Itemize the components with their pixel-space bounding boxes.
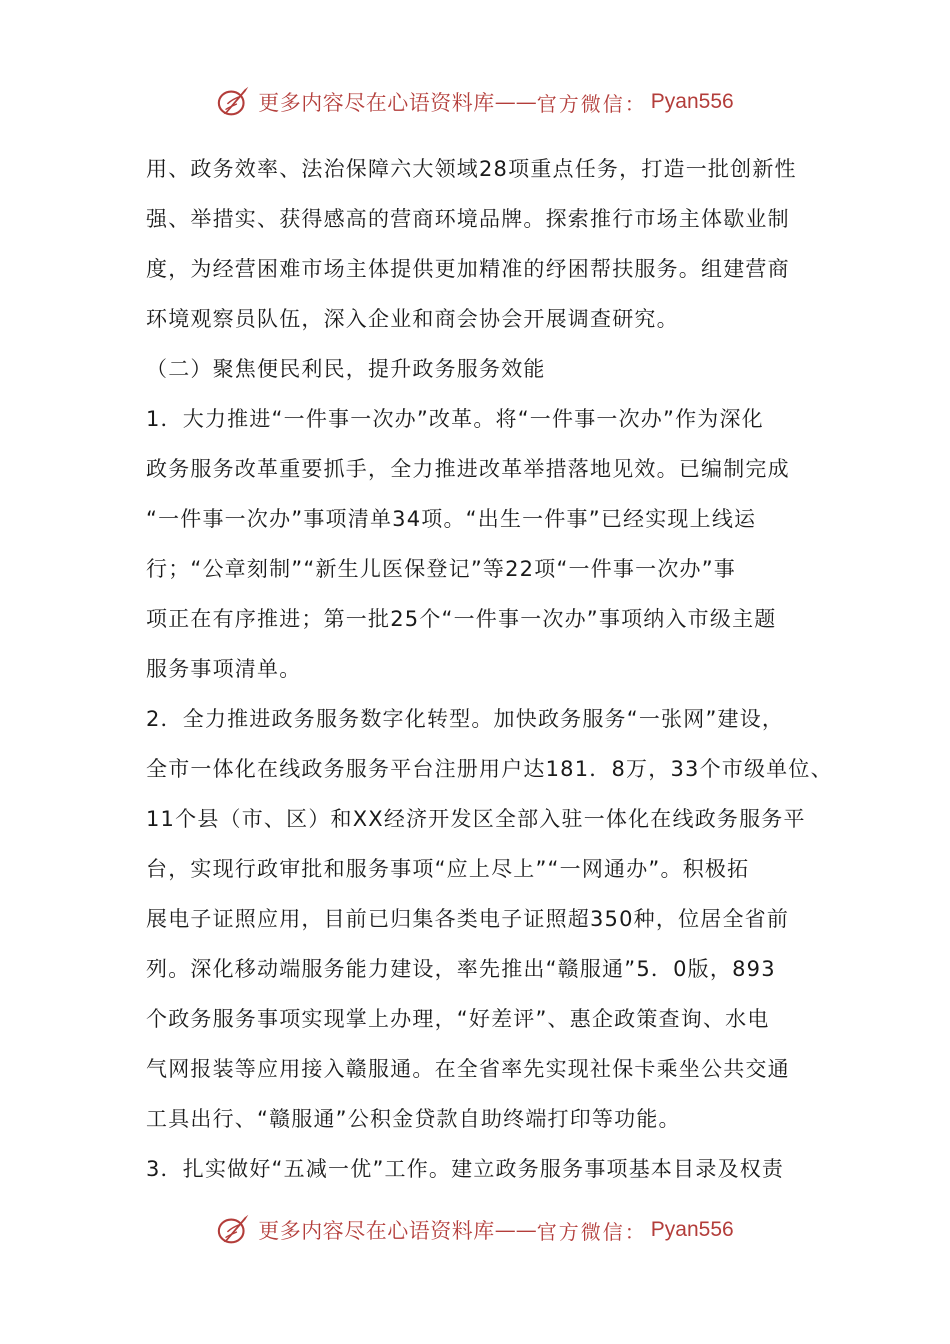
body-line: 气网报装等应用接入赣服通。在全省率先实现社保卡乘坐公共交通 [146, 1057, 790, 1081]
banner-separator: —— [494, 90, 537, 114]
banner-title: 更多内容尽在心语资料库 [258, 91, 495, 115]
banner-wechat-id: Pyan556 [650, 1218, 734, 1241]
body-line: 列。深化移动端服务能力建设，率先推出“赣服通”5．0版，893 [146, 957, 776, 981]
body-line: 全市一体化在线政务服务平台注册用户达181．8万，33个市级单位、 [146, 757, 833, 781]
body-line: 强、举措实、获得感高的营商环境品牌。探索推行市场主体歇业制 [146, 207, 790, 231]
banner-separator: —— [494, 1218, 537, 1242]
body-line: 台，实现行政审批和服务事项“应上尽上”“一网通办”。积极拓 [146, 857, 750, 881]
quill-logo-icon [216, 1211, 254, 1249]
banner-wechat-id: Pyan556 [650, 90, 734, 113]
banner-wechat-label: 官方微信： [536, 91, 647, 116]
body-line: “一件事一次办”事项清单34项。“出生一件事”已经实现上线运 [146, 507, 757, 531]
header-watermark-banner [0, 82, 950, 122]
footer-watermark-banner [0, 1210, 950, 1250]
quill-logo-icon [216, 83, 254, 121]
body-line: 个政务服务事项实现掌上办理，“好差评”、惠企政策查询、水电 [146, 1007, 770, 1031]
banner-title: 更多内容尽在心语资料库 [258, 1219, 495, 1243]
body-line: 环境观察员队伍，深入企业和商会协会开展调查研究。 [146, 307, 679, 331]
body-line: 2．全力推进政务服务数字化转型。加快政务服务“一张网”建设， [146, 707, 785, 731]
body-line: 1．大力推进“一件事一次办”改革。将“一件事一次办”作为深化 [146, 407, 764, 431]
banner-wechat-label: 官方微信： [536, 1219, 647, 1244]
body-line: 工具出行、“赣服通”公积金贷款自助终端打印等功能。 [146, 1107, 681, 1131]
body-line: 展电子证照应用，目前已归集各类电子证照超350种，位居全省前 [146, 907, 790, 931]
body-line: 用、政务效率、法治保障六大领域28项重点任务，打造一批创新性 [146, 157, 797, 181]
body-line: 服务事项清单。 [146, 657, 302, 681]
document-body [146, 144, 833, 1194]
body-line: 度，为经营困难市场主体提供更加精准的纾困帮扶服务。组建营商 [146, 257, 790, 281]
section-heading: （二）聚焦便民利民，提升政务服务效能 [146, 357, 546, 381]
body-line: 3．扎实做好“五减一优”工作。建立政务服务事项基本目录及权责 [146, 1157, 785, 1181]
body-line: 项正在有序推进；第一批25个“一件事一次办”事项纳入市级主题 [146, 607, 777, 631]
body-line: 行；“公章刻制”“新生儿医保登记”等22项“一件事一次办”事 [146, 557, 736, 581]
body-line: 11个县（市、区）和XX经济开发区全部入驻一体化在线政务服务平 [146, 807, 806, 831]
body-line: 政务服务改革重要抓手，全力推进改革举措落地见效。已编制完成 [146, 457, 790, 481]
